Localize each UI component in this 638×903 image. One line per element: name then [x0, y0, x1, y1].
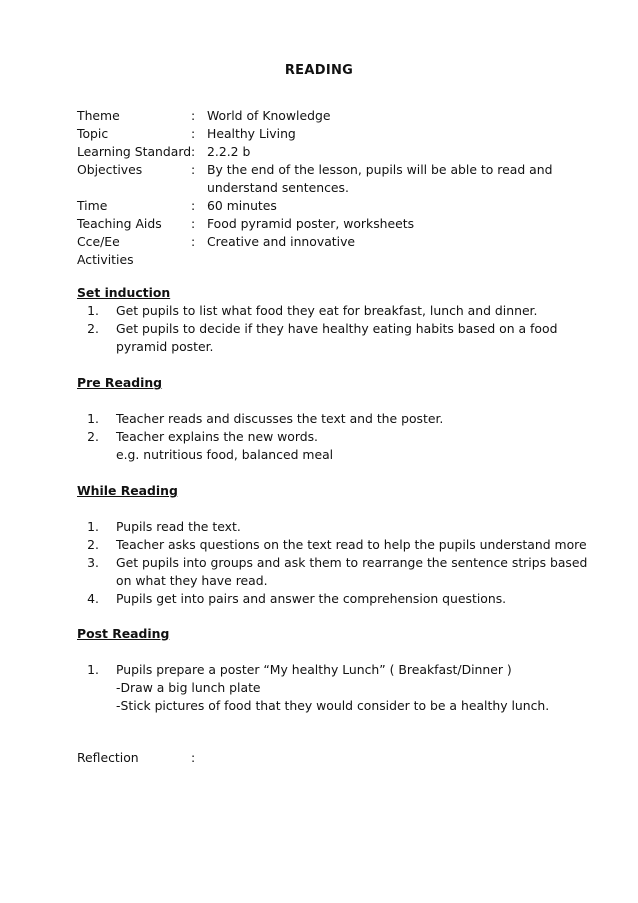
list-number: 2.: [87, 321, 99, 336]
list-item: [77, 302, 607, 320]
list-item: [77, 554, 607, 590]
meta-value: Creative and innovative: [207, 234, 356, 249]
list-item: [77, 446, 607, 464]
set-induction-heading: Set induction: [77, 285, 171, 300]
meta-colon: :: [191, 162, 196, 177]
sub-line: -Draw a big lunch plate: [116, 680, 261, 695]
list-number: 1.: [87, 411, 99, 426]
list-item: [77, 697, 607, 715]
meta-label: Objectives: [77, 162, 143, 177]
list-text: Get pupils to list what food they eat for breakfast, lunch and dinner.: [116, 303, 538, 318]
list-text: Pupils read the text.: [116, 519, 241, 534]
post-reading-heading: Post Reading: [77, 626, 170, 641]
list-text: Pupils get into pairs and answer the comprehension questions.: [116, 591, 507, 606]
meta-value: World of Knowledge: [207, 108, 331, 123]
meta-label: Activities: [77, 252, 134, 267]
pre-reading-section: [77, 374, 607, 464]
list-text: Get pupils to decide if they have healthy eating habits based on a food pyramid poster.: [116, 321, 558, 354]
meta-row-theme: [77, 107, 597, 125]
meta-colon: :: [191, 234, 196, 249]
meta-colon: [191, 251, 207, 269]
meta-label: Learning Standard: [77, 144, 192, 159]
meta-label: Teaching Aids: [77, 216, 162, 231]
list-number: 3.: [87, 555, 99, 570]
sub-line: -Stick pictures of food that they would consider to be a healthy lunch.: [116, 698, 550, 713]
meta-value: Healthy Living: [207, 126, 296, 141]
meta-label: Theme: [77, 108, 120, 123]
list-item: [77, 536, 607, 554]
meta-row-learning-standard: [77, 143, 597, 161]
while-reading-section: [77, 482, 607, 608]
example-text: e.g. nutritious food, balanced meal: [116, 447, 334, 462]
meta-row-topic: [77, 125, 597, 143]
meta-colon: :: [191, 126, 196, 141]
page-title: READING: [284, 63, 354, 78]
set-induction-section: [77, 284, 607, 356]
list-text: Pupils prepare a poster “My healthy Lunch” ( Breakfast/Dinner ): [116, 662, 512, 677]
list-text: Teacher explains the new words.: [116, 429, 318, 444]
while-reading-list: [77, 518, 607, 608]
meta-value: 2.2.2 b: [207, 144, 251, 159]
meta-colon: :: [191, 144, 196, 159]
list-item: [77, 661, 607, 679]
meta-row-objectives: [77, 161, 597, 197]
lesson-details: [77, 107, 597, 269]
meta-row-teaching-aids: [77, 215, 597, 233]
reflection-row: [77, 749, 195, 767]
list-item: [77, 320, 607, 356]
list-item: [77, 428, 607, 446]
list-number: 1.: [87, 519, 99, 534]
meta-label: Cce/Ee: [77, 234, 120, 249]
meta-row-time: [77, 197, 597, 215]
list-number: 4.: [87, 591, 99, 606]
list-number: 2.: [87, 537, 99, 552]
list-number: 2.: [87, 429, 99, 444]
list-item: [77, 410, 607, 428]
meta-colon: :: [191, 108, 196, 123]
meta-colon: :: [191, 216, 196, 231]
list-text: Teacher asks questions on the text read to help the pupils understand more: [116, 537, 587, 552]
meta-row-cce-ee: [77, 233, 597, 251]
pre-reading-heading: Pre Reading: [77, 375, 163, 390]
post-reading-section: [77, 625, 607, 715]
list-item: [77, 679, 607, 697]
list-number: 1.: [87, 303, 99, 318]
post-reading-list: [77, 661, 607, 715]
meta-label: Time: [77, 198, 108, 213]
reflection-label: Reflection: [77, 750, 139, 765]
meta-value: 60 minutes: [207, 198, 277, 213]
meta-colon: :: [191, 198, 196, 213]
reflection-colon: :: [191, 750, 196, 765]
set-induction-list: [77, 302, 607, 356]
meta-row-activities: [77, 251, 597, 269]
pre-reading-list: [77, 410, 607, 464]
meta-label: Topic: [77, 126, 109, 141]
list-item: [77, 590, 607, 608]
while-reading-heading: While Reading: [77, 483, 178, 498]
meta-value: By the end of the lesson, pupils will be able to read and understand sentences.: [207, 162, 553, 195]
meta-value: Food pyramid poster, worksheets: [207, 216, 415, 231]
list-number: 1.: [87, 662, 99, 677]
list-text: Get pupils into groups and ask them to rearrange the sentence strips based on what they have read.: [116, 555, 588, 588]
list-text: Teacher reads and discusses the text and the poster.: [116, 411, 444, 426]
meta-value: [207, 251, 577, 269]
list-item: [77, 518, 607, 536]
